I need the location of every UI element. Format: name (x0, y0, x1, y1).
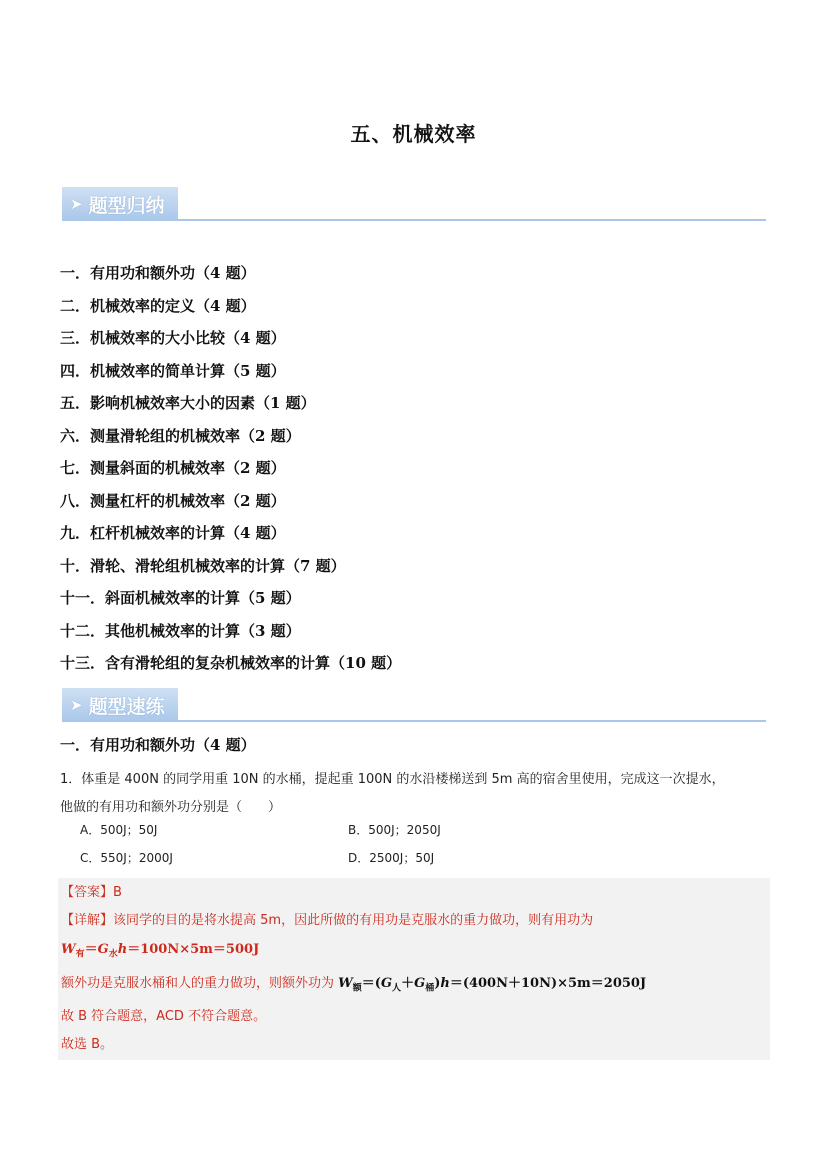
toc-item: 五．影响机械效率大小的因素（1 题） (60, 394, 316, 412)
answer-detail: 【详解】该同学的目的是将水提高 5m，因此所做的有用功是克服水的重力做功，则有用功为 (61, 913, 594, 928)
formula-symbol: W (61, 942, 76, 957)
extra-work-text: 额外功是克服水桶和人的重力做功，则额外功为 (61, 976, 335, 991)
formula-operator: ) (434, 976, 441, 991)
formula-result: ＝100N×5m＝500J (127, 942, 260, 957)
section-divider (62, 219, 766, 221)
formula-subscript: 有 (75, 949, 85, 960)
section-label: 题型速练 (88, 695, 165, 718)
formula-result: ＝(400N＋10N)×5m＝2050J (449, 976, 647, 991)
arrow-right-icon: ➤ (70, 696, 83, 714)
question-line: 1．体重是 400N 的同学用重 10N 的水桶，提起重 100N 的水沿楼梯送到 5m 高的宿舍里使用，完成这一次提水， (60, 772, 725, 787)
option-a: A．500J；50J (80, 823, 158, 837)
formula-subscript: 额 (352, 983, 362, 994)
toc-item: 十二．其他机械效率的计算（3 题） (60, 621, 301, 640)
formula-useful-work (61, 938, 259, 960)
section-header-practice (62, 688, 766, 724)
formula-subscript: 桶 (425, 983, 435, 994)
section-header-summary (62, 187, 766, 223)
section-tab (62, 688, 178, 722)
formula-operator: ＝ (84, 942, 98, 957)
question-type-title: 一．有用功和额外功（4 题） (60, 736, 256, 754)
toc-list (60, 262, 401, 685)
option-b: B．500J；2050J (348, 823, 441, 837)
formula-operator: ＝( (361, 976, 381, 991)
toc-item: 六．测量滑轮组的机械效率（2 题） (60, 426, 301, 445)
formula-symbol: h (117, 942, 128, 957)
question-stem (60, 766, 770, 822)
toc-item: 七．测量斜面的机械效率（2 题） (60, 459, 286, 477)
answer-label: 【答案】B (61, 885, 122, 900)
section-divider (62, 720, 766, 722)
formula-symbol: h (440, 976, 450, 991)
section-label: 题型归纳 (88, 194, 165, 217)
formula-subscript: 水 (108, 949, 118, 960)
formula-operator: ＋ (401, 976, 415, 991)
formula-symbol: G (97, 942, 109, 957)
answer-conclusion: 故 B 符合题意，ACD 不符合题意。 (61, 1009, 267, 1024)
extra-work-line (61, 972, 646, 994)
toc-item: 四．机械效率的简单计算（5 题） (60, 361, 286, 380)
toc-item: 八．测量杠杆的机械效率（2 题） (60, 491, 286, 510)
toc-item: 二．机械效率的定义（4 题） (60, 296, 256, 315)
toc-item: 十．滑轮、滑轮组机械效率的计算（7 题） (60, 556, 346, 575)
option-d: D．2500J；50J (348, 851, 435, 865)
toc-item: 三．机械效率的大小比较（4 题） (60, 329, 286, 347)
toc-item: 十一．斜面机械效率的计算（5 题） (60, 589, 301, 607)
answer-panel (58, 878, 770, 1060)
toc-item: 一．有用功和额外功（4 题） (60, 264, 256, 282)
formula-subscript: 人 (392, 983, 402, 994)
question-line: 他做的有用功和额外功分别是（ ） (60, 800, 282, 815)
option-c: C．550J；2000J (80, 851, 173, 865)
arrow-right-icon: ➤ (70, 195, 83, 213)
section-tab (62, 187, 178, 221)
toc-item: 十三．含有滑轮组的复杂机械效率的计算（10 题） (60, 654, 402, 672)
toc-item: 九．杠杆机械效率的计算（4 题） (60, 524, 286, 542)
formula-symbol: W (338, 976, 353, 991)
formula-symbol: G (380, 976, 393, 991)
formula-extra-work (338, 976, 647, 994)
page-title: 五、机械效率 (350, 122, 477, 146)
formula-symbol: G (414, 976, 426, 991)
answer-final: 故选 B。 (61, 1037, 114, 1052)
